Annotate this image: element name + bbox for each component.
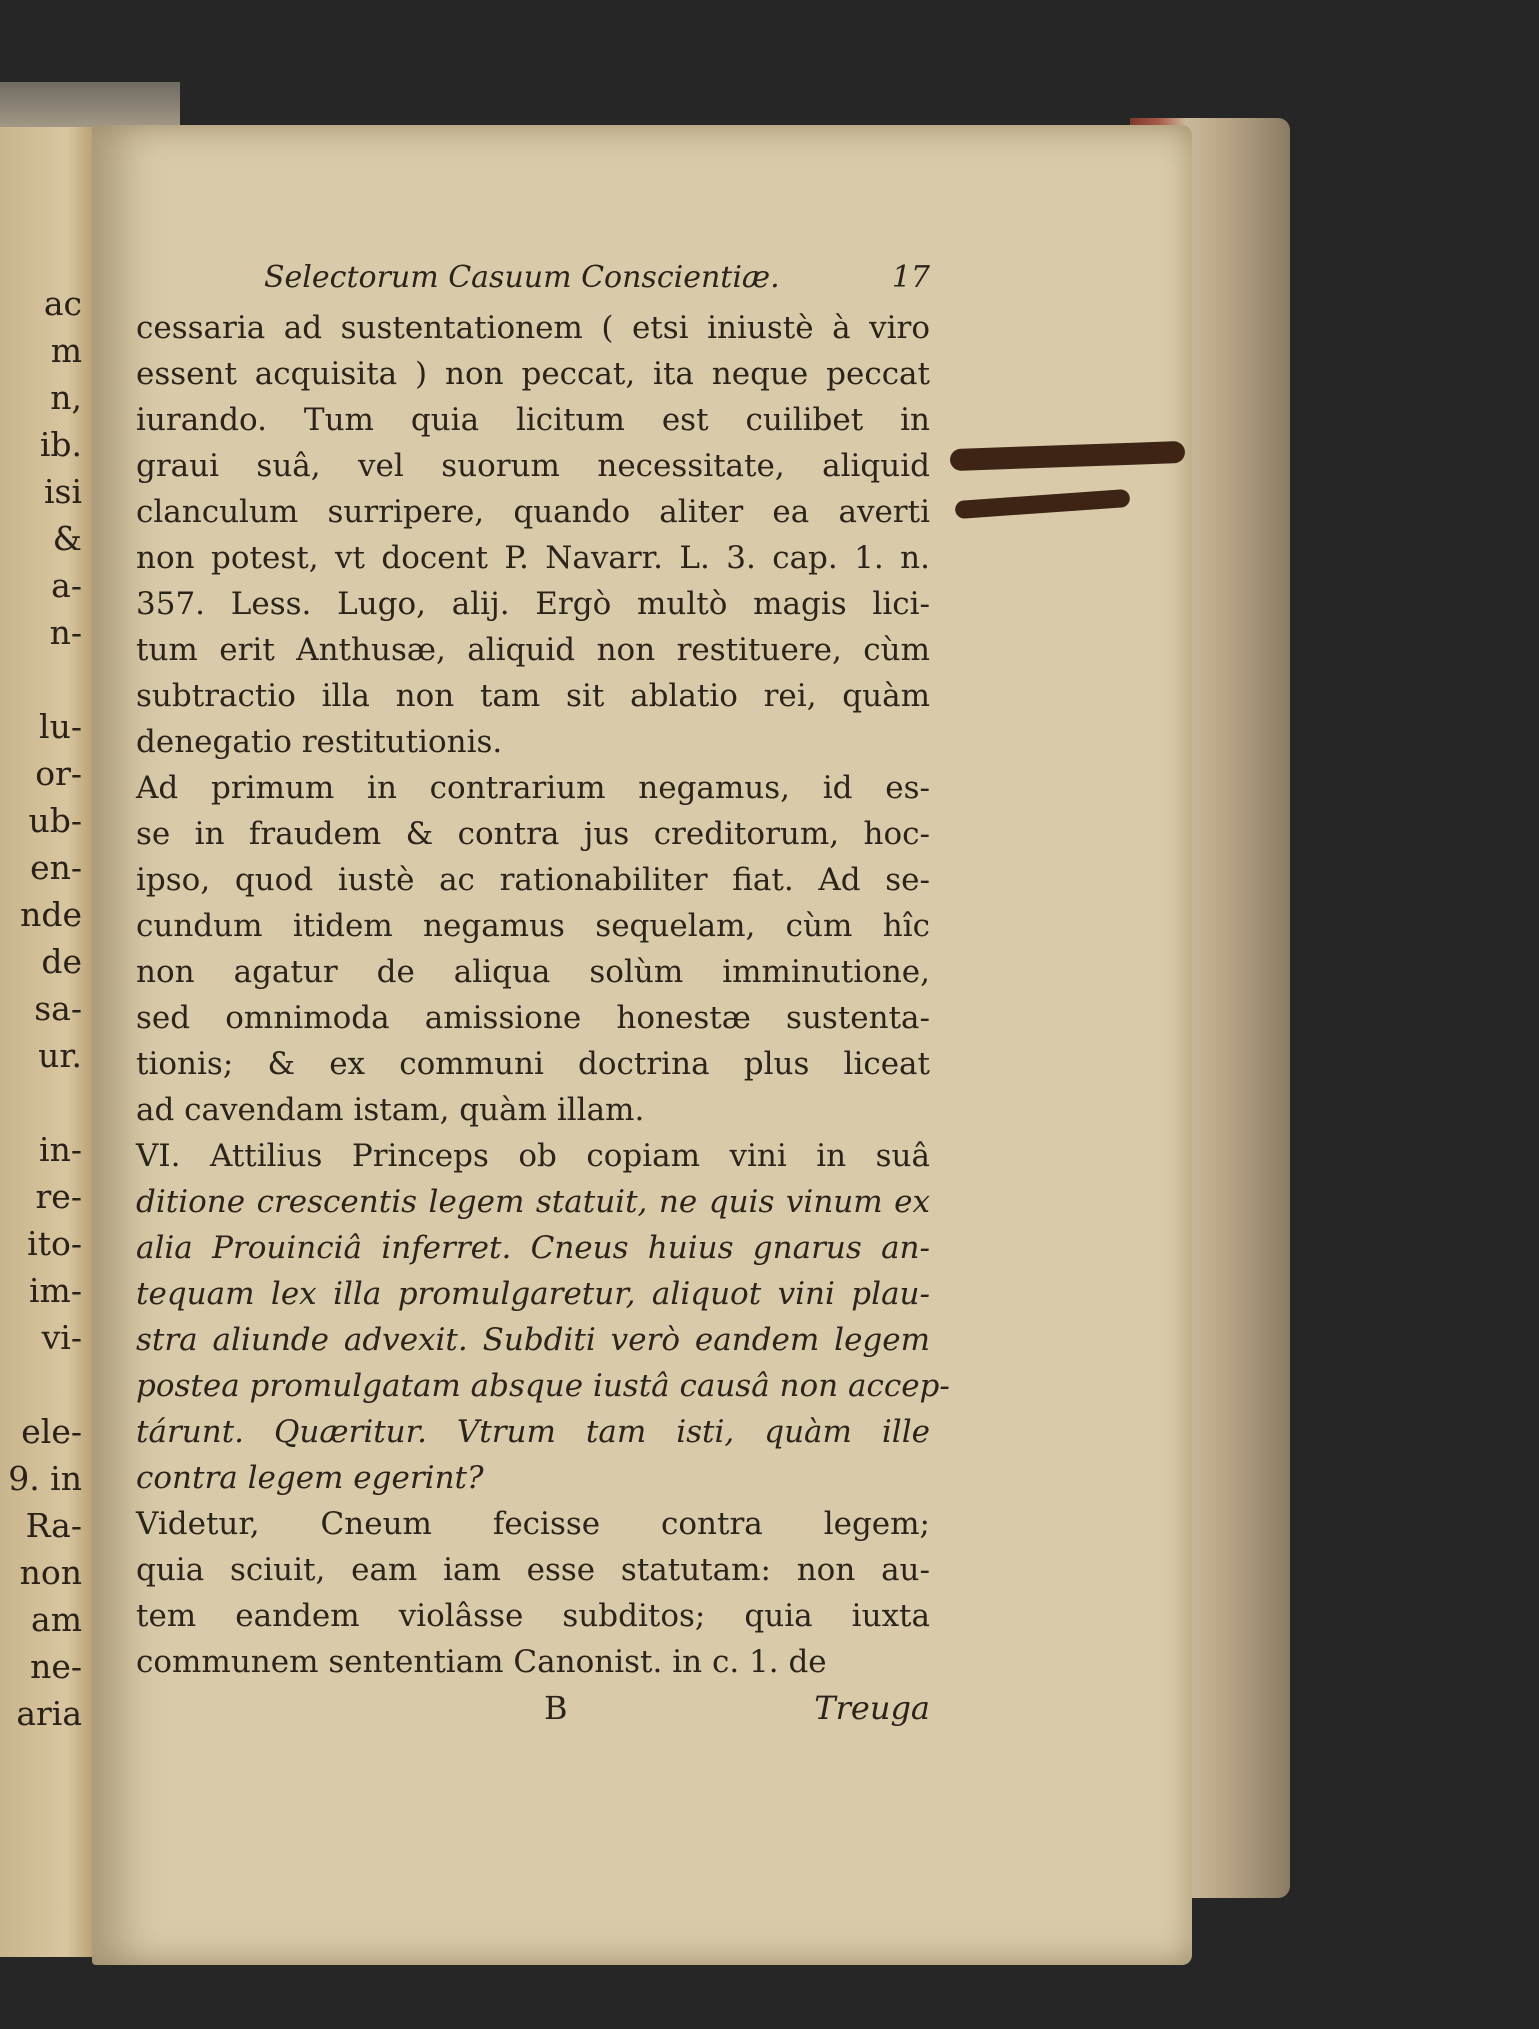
left-fragment: nde — [20, 895, 82, 934]
left-fragment: vi- — [41, 1318, 82, 1357]
left-fragment: n, — [50, 378, 82, 417]
text-line: ipso, quod iustè ac rationabiliter fiat. Ad se- — [136, 862, 930, 898]
left-fragment: aria — [16, 1694, 82, 1733]
text-line: Ad primum in contrarium negamus, id es- — [136, 770, 930, 806]
text-line: non potest, vt docent P. Navarr. L. 3. cap. 1. n. — [136, 540, 930, 576]
text-line: graui suâ, vel suorum necessitate, aliquid — [136, 448, 930, 484]
signature-mark: B — [544, 1689, 568, 1727]
text-line: communem sententiam Canonist. in c. 1. de — [136, 1644, 827, 1680]
left-fragment: 9. in — [8, 1459, 82, 1498]
left-fragment: n- — [49, 613, 82, 652]
left-fragment: im- — [29, 1271, 82, 1310]
text-line: subtractio illa non tam sit ablatio rei, quàm — [136, 678, 930, 714]
text-line: stra aliunde advexit. Subditi verò eandem legem — [136, 1322, 930, 1358]
left-fragment — [0, 1079, 82, 1126]
left-fragment: re- — [35, 1177, 82, 1216]
text-line: se in fraudem & contra jus creditorum, hoc- — [136, 816, 930, 852]
text-line: essent acquisita ) non peccat, ita neque peccat — [136, 356, 930, 392]
text-line: tionis; & ex communi doctrina plus liceat — [136, 1046, 930, 1082]
left-fragment: ito- — [27, 1224, 82, 1263]
text-line: contra legem egerint? — [136, 1460, 484, 1496]
text-line: cundum itidem negamus sequelam, cùm hîc — [136, 908, 930, 944]
page-number: 17 — [891, 260, 930, 295]
left-fragment: ne- — [30, 1647, 82, 1686]
left-fragment: ub- — [28, 801, 82, 840]
left-fragment — [0, 1361, 82, 1408]
left-fragment: am — [31, 1600, 82, 1639]
left-fragment: or- — [35, 754, 82, 793]
left-fragment: isi — [43, 472, 82, 511]
text-line: ad cavendam istam, quàm illam. — [136, 1092, 645, 1128]
page-footer — [136, 1685, 930, 1735]
left-fragment: & — [52, 519, 82, 558]
left-fragment: ur. — [38, 1036, 82, 1075]
text-line: ditione crescentis legem statuit, ne quis vinum ex — [136, 1184, 930, 1220]
left-fragment: de — [41, 942, 82, 981]
left-fragment: en- — [30, 848, 82, 887]
text-line: denegatio restitutionis. — [136, 724, 503, 760]
text-line: tum erit Anthusæ, aliquid non restituere, cùm — [136, 632, 930, 668]
left-fragment: ib. — [39, 425, 82, 464]
text-line: clanculum surripere, quando aliter ea averti — [136, 494, 930, 530]
left-page-fragments — [0, 280, 88, 1840]
left-fragment — [0, 656, 82, 703]
left-fragment: Ra- — [25, 1506, 82, 1545]
text-line: postea promulgatam absque iustâ causâ non accep- — [136, 1368, 950, 1404]
catchword: Treuga — [814, 1689, 930, 1727]
left-fragment: non — [19, 1553, 82, 1592]
text-line: quia sciuit, eam iam esse statutam: non au- — [136, 1552, 930, 1588]
text-line: cessaria ad sustentationem ( etsi iniustè à viro — [136, 310, 930, 346]
text-line: alia Prouinciâ inferret. Cneus huius gnarus an- — [136, 1230, 930, 1266]
left-fragment: in- — [39, 1130, 82, 1169]
body-text — [136, 305, 950, 1685]
left-fragment: a- — [51, 566, 82, 605]
text-line: iurando. Tum quia licitum est cuilibet in — [136, 402, 930, 438]
text-line: tárunt. Quæritur. Vtrum tam isti, quàm ille — [136, 1414, 930, 1450]
left-fragment: ac — [43, 284, 82, 323]
running-header — [136, 255, 930, 305]
text-line: Videtur, Cneum fecisse contra legem; — [136, 1506, 930, 1542]
text-line: non agatur de aliqua solùm imminutione, — [136, 954, 930, 990]
left-fragment: ele- — [21, 1412, 82, 1451]
text-line: tequam lex illa promulgaretur, aliquot vini plau- — [136, 1276, 930, 1312]
text-line: tem eandem violâsse subditos; quia iuxta — [136, 1598, 930, 1634]
text-line: sed omnimoda amissione honestæ sustenta- — [136, 1000, 930, 1036]
page-text — [136, 255, 950, 1735]
left-fragment: sa- — [34, 989, 82, 1028]
text-line: VI. Attilius Princeps ob copiam vini in suâ — [136, 1138, 930, 1174]
left-fragment: lu- — [39, 707, 82, 746]
running-title: Selectorum Casuum Conscientiæ. — [264, 260, 780, 295]
text-line: 357. Less. Lugo, alij. Ergò multò magis lici- — [136, 586, 930, 622]
book-top-edge — [0, 82, 180, 127]
left-fragment: m — [50, 331, 82, 370]
